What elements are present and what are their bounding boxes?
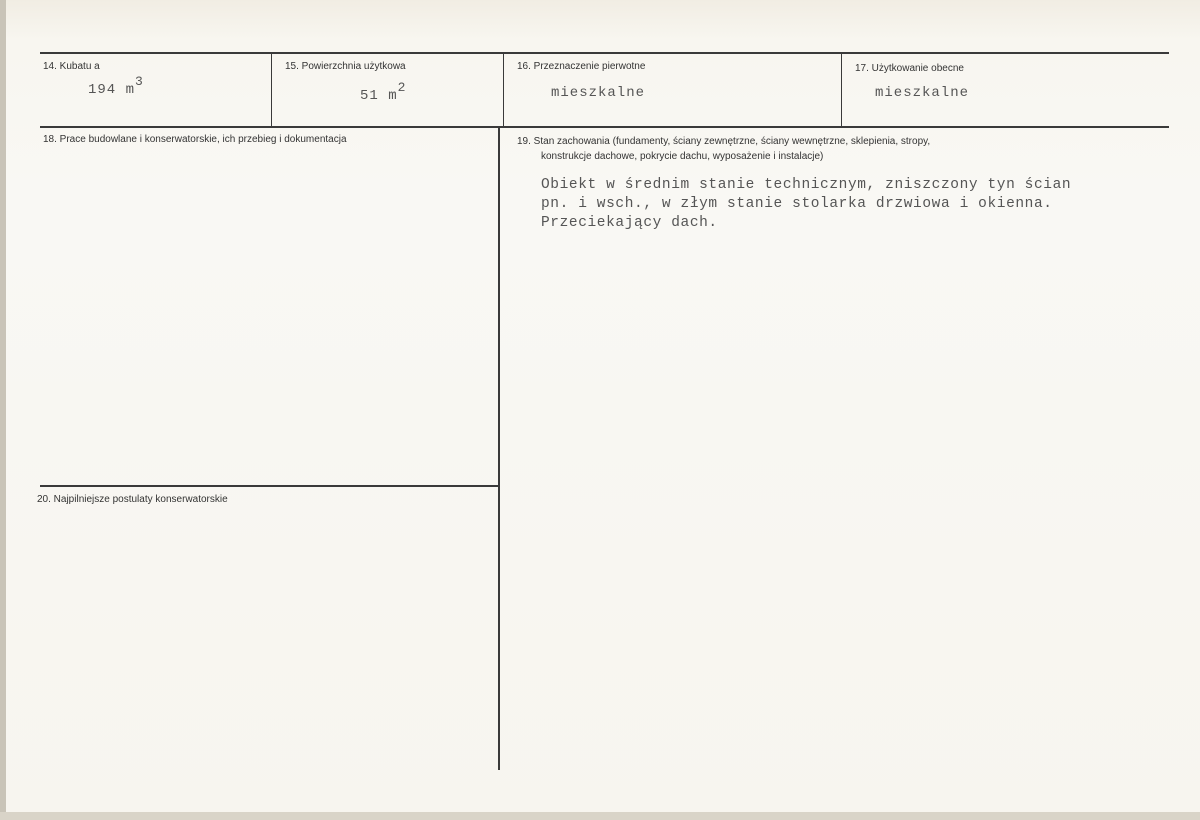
field-14-superscript: 3 — [135, 74, 144, 89]
field-19-label-line-2: konstrukcje dachowe, pokrycie dachu, wyposażenie i instalacje) — [541, 151, 824, 162]
field-14-value — [88, 74, 144, 98]
top-rule — [40, 52, 1169, 54]
field-17-label: 17. Użytkowanie obecne — [855, 63, 964, 74]
col-divider-1 — [271, 54, 272, 126]
card-edge-left — [0, 0, 6, 820]
field-15-value — [360, 80, 407, 104]
condition-line-1: Obiekt w średnim stanie technicznym, zniszczony tyn ścian — [541, 177, 1072, 193]
field-14-label: 14. Kubatu a — [43, 61, 100, 72]
card-edge-bottom — [0, 812, 1200, 820]
field-15-value-text: 51 m — [360, 88, 398, 104]
field-19-condition-text — [541, 176, 1071, 233]
row-divider — [40, 126, 1169, 128]
main-vertical-divider — [498, 128, 500, 770]
condition-line-2: pn. i wsch., w złym stanie stolarka drzwiowa i okienna. — [541, 196, 1053, 212]
field-16-value: mieszkalne — [551, 85, 646, 101]
field-19-label-line-1: 19. Stan zachowania (fundamenty, ściany zewnętrzne, ściany wewnętrzne, sklepienia, stropy, — [517, 136, 931, 147]
col-divider-2 — [503, 54, 504, 126]
field-15-superscript: 2 — [397, 80, 407, 95]
field-17-value: mieszkalne — [875, 85, 970, 101]
condition-line-3: Przeciekający dach. — [541, 215, 718, 231]
field-15-label: 15. Powierzchnia użytkowa — [285, 61, 406, 72]
field-20-label: 20. Najpilniejsze postulaty konserwatorskie — [37, 494, 228, 505]
section-18-20-divider — [40, 485, 498, 487]
col-divider-3 — [841, 54, 842, 126]
field-14-value-text: 194 m — [88, 82, 136, 98]
field-16-label: 16. Przeznaczenie pierwotne — [517, 61, 646, 72]
field-18-label: 18. Prace budowlane i konserwatorskie, ich przebieg i dokumentacja — [43, 134, 347, 145]
